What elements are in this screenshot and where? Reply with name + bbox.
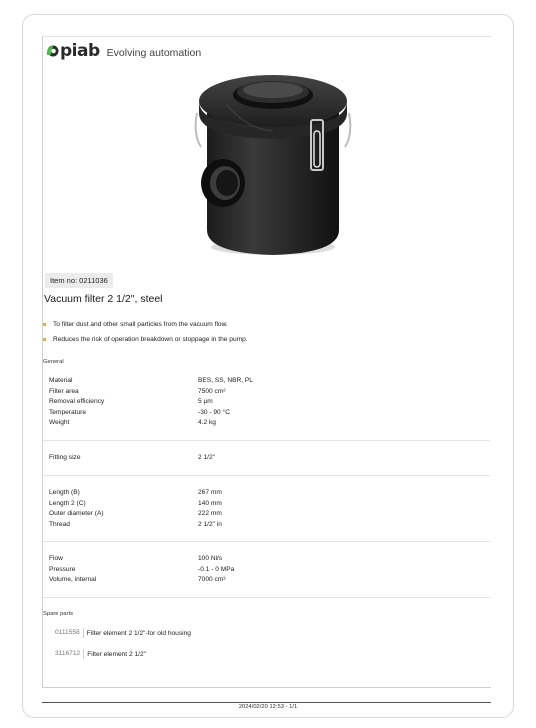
spec-value: 7000 cm³ [198, 576, 226, 583]
vacuum-filter-product-image [187, 65, 355, 259]
piab-leaf-icon [45, 42, 59, 60]
spec-key: Length (B) [49, 489, 80, 496]
spec-key: Pressure [49, 565, 76, 573]
spec-group-fitting [49, 454, 490, 465]
spec-value: 140 mm [198, 499, 222, 507]
spare-part-number[interactable]: 3116712 [55, 649, 84, 659]
feature-item: Reduces the risk of operation breakdown or stoppage in the pump. [43, 336, 483, 351]
piab-logo [45, 41, 100, 61]
spec-value: 4.2 kg [198, 419, 216, 426]
footer-rule [42, 702, 491, 703]
spare-part-row[interactable] [55, 649, 146, 659]
spec-row [49, 388, 490, 399]
spec-value: 100 Nl/s [198, 555, 223, 562]
spec-value: 2 1/2" in [198, 520, 222, 528]
spec-key: Temperature [49, 408, 87, 416]
spec-key: Material [49, 377, 73, 384]
spec-key: Thread [49, 520, 70, 528]
spec-value: 267 mm [198, 489, 222, 496]
logo-wordmark: piab [60, 41, 100, 61]
spec-value: 5 µm [198, 398, 213, 405]
spec-key: Flow [49, 555, 63, 562]
spec-value: 2 1/2" [198, 454, 216, 461]
section-divider [43, 597, 490, 598]
spec-value: 7500 cm² [198, 387, 226, 395]
spec-row [49, 521, 490, 532]
spec-row [49, 398, 490, 409]
spec-key: Weight [49, 419, 70, 426]
feature-item: To filter dust and other small particles from the vacuum flow. [43, 321, 483, 336]
section-divider [43, 475, 490, 476]
spec-row [49, 409, 490, 420]
item-number-badge: Item no: 0211036 [45, 273, 113, 288]
spec-row [49, 555, 490, 566]
spec-row [49, 377, 490, 388]
spare-part-name: Filter element 2 1/2" [87, 650, 146, 658]
spec-group-dimensions [49, 489, 490, 531]
spec-row [49, 419, 490, 430]
spec-row [49, 500, 490, 511]
footer-timestamp: 2024/02/20 12:53 - 1/1 [238, 704, 298, 710]
spec-value: BES, SS, NBR, PL [198, 377, 253, 384]
spare-parts-section-label: Spare parts [43, 611, 73, 617]
product-title: Vacuum filter 2 1/2", steel [44, 293, 163, 305]
general-section-label: General [43, 359, 64, 365]
spec-key: Removal efficiency [49, 398, 105, 405]
spare-part-number[interactable]: 0111558 [55, 628, 84, 638]
spec-row [49, 566, 490, 577]
spec-key: Length 2 (C) [49, 499, 86, 507]
spec-row [49, 576, 490, 587]
section-divider [43, 541, 490, 542]
spec-row [49, 489, 490, 500]
datasheet-content [42, 36, 491, 688]
spec-key: Volume, internal [49, 576, 97, 583]
spec-group-performance [49, 555, 490, 587]
spec-value: -0.1 - 0 MPa [198, 565, 235, 573]
spare-part-name: Filter element 2 1/2"-for old housing [86, 629, 191, 637]
spare-part-row[interactable] [55, 628, 191, 638]
spec-key: Filter area [49, 387, 79, 395]
spec-group-general [49, 377, 490, 430]
spec-row [49, 454, 490, 465]
spec-value: 222 mm [198, 510, 222, 517]
feature-list [43, 321, 483, 351]
header [45, 41, 201, 61]
section-divider [43, 440, 490, 441]
spec-value: -30 - 90 °C [198, 408, 230, 416]
tagline: Evolving automation [106, 46, 202, 59]
spec-key: Fitting size [49, 454, 81, 461]
spec-row [49, 510, 490, 521]
spec-key: Outer diameter (A) [49, 510, 104, 517]
